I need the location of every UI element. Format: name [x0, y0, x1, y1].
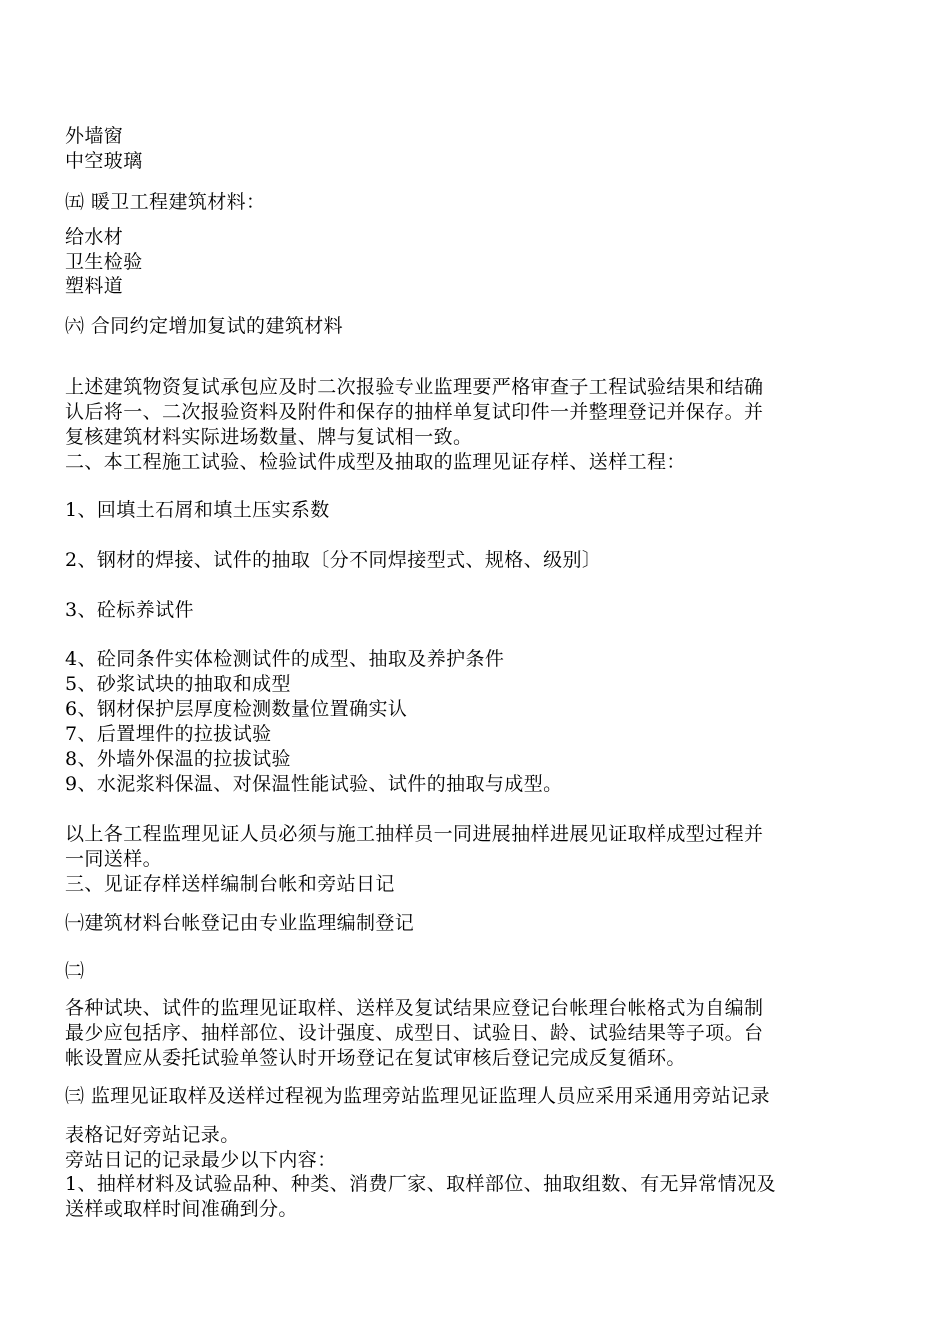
subsection-heading: ㈢ 监理见证取样及送样过程视为监理旁站监理见证监理人员应采用采通用旁站记录	[65, 1085, 770, 1107]
list-item: 4、砼同条件实体检测试件的成型、抽取及养护条件	[65, 648, 505, 670]
text-line: 卫生检验	[65, 251, 143, 273]
paragraph-line: 上述建筑物资复试承包应及时二次报验专业监理要严格审查子工程试验结果和结确	[65, 376, 764, 398]
paragraph-line: 复核建筑材料实际进场数量、牌与复试相一致。	[65, 426, 473, 448]
paragraph-line: 旁站日记的记录最少以下内容：	[65, 1149, 337, 1171]
paragraph-line: 认后将一、二次报验资料及附件和保存的抽样单复试印件一并整理登记并保存。并	[65, 401, 764, 423]
text-line: 中空玻璃	[65, 150, 143, 172]
list-item: 8、外墙外保温的拉拔试验	[65, 748, 291, 770]
list-item: 3、砼标养试件	[65, 599, 194, 621]
list-item: 2、钢材的焊接、试件的抽取〔分不同焊接型式、规格、级别〕	[65, 549, 602, 571]
section-heading: 三、见证存样送样编制台帐和旁站日记	[65, 873, 395, 895]
paragraph-line: 以上各工程监理见证人员必须与施工抽样员一同进展抽样进展见证取样成型过程并	[65, 823, 764, 845]
section-heading: ㈥ 合同约定增加复试的建筑材料	[65, 315, 344, 337]
list-item: 1、回填土石屑和填土压实系数	[65, 499, 330, 521]
section-heading: 二、本工程施工试验、检验试件成型及抽取的监理见证存样、送样工程：	[65, 451, 686, 473]
text-line: 塑料道	[65, 275, 124, 297]
subsection-heading: ㈠建筑材料台帐登记由专业监理编制登记	[65, 912, 415, 934]
paragraph-line: 最少应包括序、抽样部位、设计强度、成型日、试验日、龄、试验结果等子项。台	[65, 1022, 764, 1044]
paragraph-line: 1、抽样材料及试验品种、种类、消费厂家、取样部位、抽取组数、有无异常情况及	[65, 1173, 776, 1195]
paragraph-line: 一同送样。	[65, 848, 163, 870]
list-item: 5、砂浆试块的抽取和成型	[65, 673, 291, 695]
paragraph-line: 送样或取样时间准确到分。	[65, 1198, 298, 1220]
subsection-heading: ㈡	[65, 960, 85, 982]
list-item: 6、钢材保护层厚度检测数量位置确实认	[65, 698, 408, 720]
list-item: 7、后置埋件的拉拔试验	[65, 723, 272, 745]
text-line: 给水材	[65, 226, 124, 248]
section-heading: ㈤ 暖卫工程建筑材料：	[65, 191, 266, 213]
paragraph-line: 各种试块、试件的监理见证取样、送样及复试结果应登记台帐理台帐格式为自编制	[65, 997, 764, 1019]
list-item: 9、水泥浆料保温、对保温性能试验、试件的抽取与成型。	[65, 773, 563, 795]
text-line: 外墙窗	[65, 125, 124, 147]
paragraph-line: 表格记好旁站记录。	[65, 1124, 240, 1146]
paragraph-line: 帐设置应从委托试验单签认时开场登记在复试审核后登记完成反复循环。	[65, 1047, 686, 1069]
